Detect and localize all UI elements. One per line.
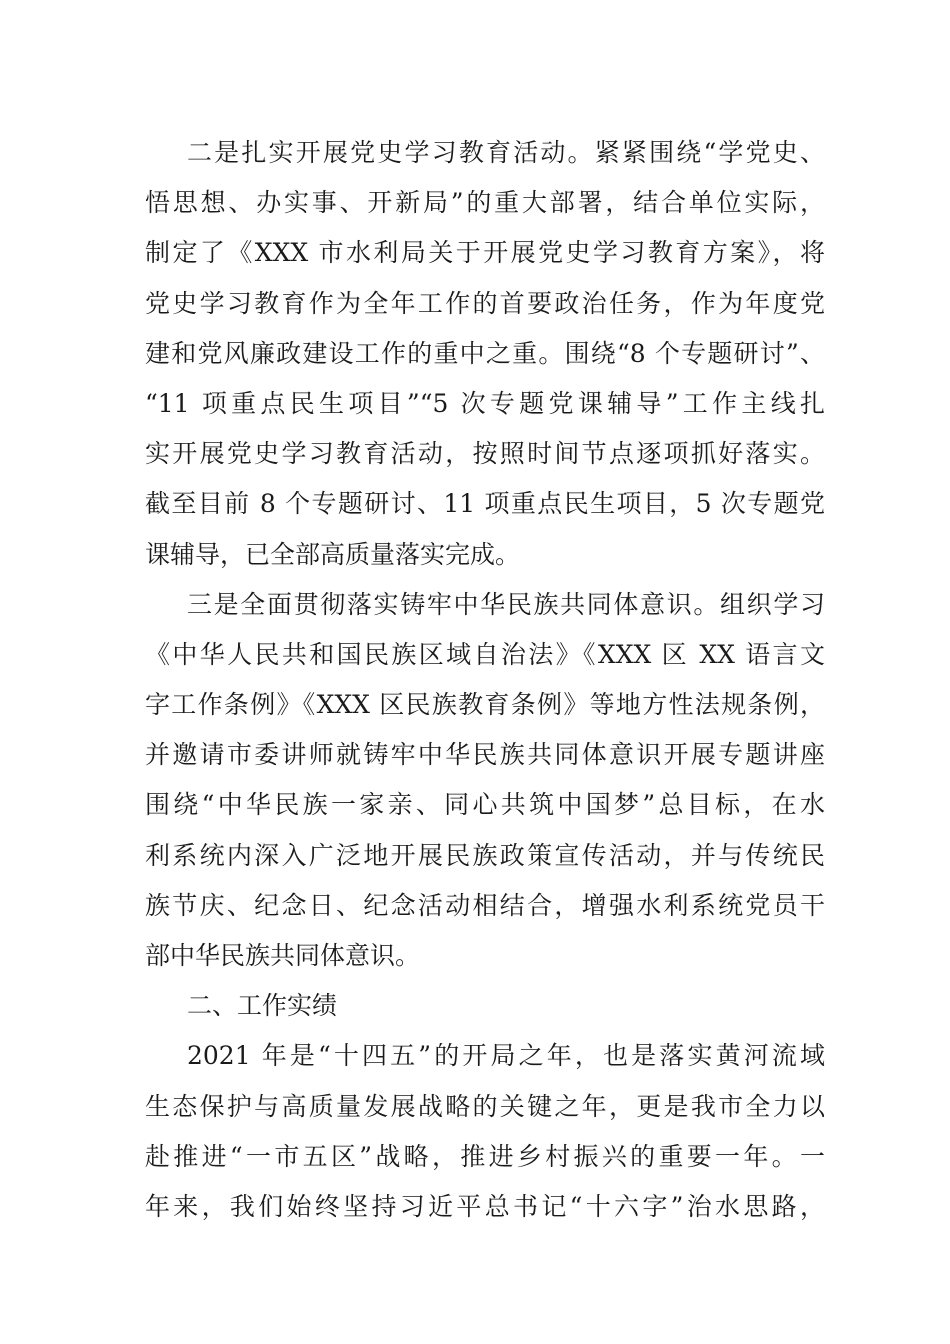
- paragraph-line: 2021 年是“十四五”的开局之年，也是落实黄河流域: [187, 1041, 825, 1071]
- document-body: [145, 128, 825, 1232]
- paragraph-line: 建和党风廉政建设工作的重中之重。围绕“8 个专题研讨”、: [145, 338, 825, 368]
- paragraph-line: 制定了《XXX 市水利局关于开展党史学习教育方案》，将: [145, 238, 825, 268]
- paragraph-line: 生态保护与高质量发展战略的关键之年，更是我市全力以: [145, 1091, 825, 1121]
- paragraph-line: “11 项重点民生项目”“5 次专题党课辅导”工作主线扎: [145, 388, 825, 418]
- paragraph-line: 悟思想、办实事、开新局”的重大部署，结合单位实际，: [145, 188, 825, 218]
- paragraph-line: 赴推进“一市五区”战略，推进乡村振兴的重要一年。一: [145, 1141, 825, 1171]
- paragraph-line: 《中华人民共和国民族区域自治法》《XXX 区 XX 语言文: [145, 639, 825, 669]
- paragraph-line: 课辅导，已全部高质量落实完成。: [145, 539, 521, 569]
- paragraph-line: 利系统内深入广泛地开展民族政策宣传活动，并与传统民: [145, 840, 825, 870]
- paragraph-line: 围绕“中华民族一家亲、同心共筑中国梦”总目标，在水: [145, 790, 825, 820]
- paragraph-line: 实开展党史学习教育活动，按照时间节点逐项抓好落实。: [145, 439, 825, 469]
- paragraph-line: 族节庆、纪念日、纪念活动相结合，增强水利系统党员干: [145, 890, 825, 920]
- paragraph-line: 字工作条例》《XXX 区民族教育条例》等地方性法规条例，: [145, 690, 825, 720]
- paragraph-line: 党史学习教育作为全年工作的首要政治任务，作为年度党: [145, 288, 825, 318]
- paragraph-line: 部中华民族共同体意识。: [145, 941, 421, 970]
- paragraph-line: 年来，我们始终坚持习近平总书记“十六字”治水思路，: [145, 1191, 825, 1221]
- paragraph-line: 并邀请市委讲师就铸牢中华民族共同体意识开展专题讲座: [145, 740, 825, 770]
- paragraph-line: 二是扎实开展党史学习教育活动。紧紧围绕“学党史、: [187, 138, 825, 167]
- paragraph-line: 三是全面贯彻落实铸牢中华民族共同体意识。组织学习: [187, 589, 825, 619]
- section-heading: 二、工作实绩: [187, 991, 338, 1021]
- paragraph-line: 截至目前 8 个专题研讨、11 项重点民生项目，5 次专题党: [145, 489, 825, 519]
